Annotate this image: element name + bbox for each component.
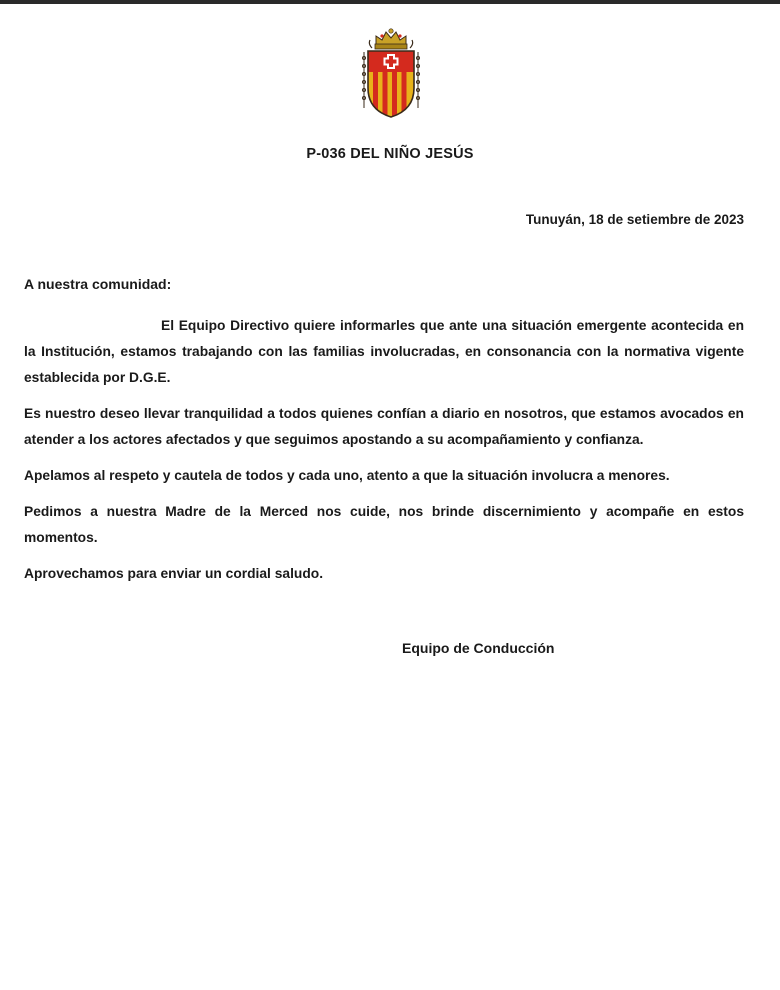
coat-of-arms-icon <box>360 24 422 120</box>
date-line: Tunuyán, 18 de setiembre de 2023 <box>525 212 744 227</box>
letter-body <box>24 313 744 597</box>
paragraph: Apelamos al respeto y cautela de todos y cada uno, atento a que la situación involucra a menores. <box>24 468 670 483</box>
greeting: A nuestra comunidad: <box>24 276 172 292</box>
paragraph: El Equipo Directivo quiere informarles que ante una situación emergente acontecida en la Institución, estamos trabajando con las familias involucradas, en consonancia con la normativa vigente establecida por D.G.E. <box>24 318 744 385</box>
crown-icon <box>369 29 412 49</box>
school-name: P-036 DEL NIÑO JESÚS <box>306 146 474 162</box>
paragraph: Aprovechamos para enviar un cordial saludo. <box>24 566 324 581</box>
signature: Equipo de Conducción <box>402 640 555 656</box>
top-border <box>0 0 780 4</box>
paragraph: Es nuestro deseo llevar tranquilidad a todos quienes confían a diario en nosotros, que estamos avocados en atender a los actores afectados y que seguimos apostando a su acompañamiento y confianza. <box>24 406 744 447</box>
paragraph: Pedimos a nuestra Madre de la Merced nos cuide, nos brinde discernimiento y acompañe en estos momentos. <box>24 504 744 545</box>
